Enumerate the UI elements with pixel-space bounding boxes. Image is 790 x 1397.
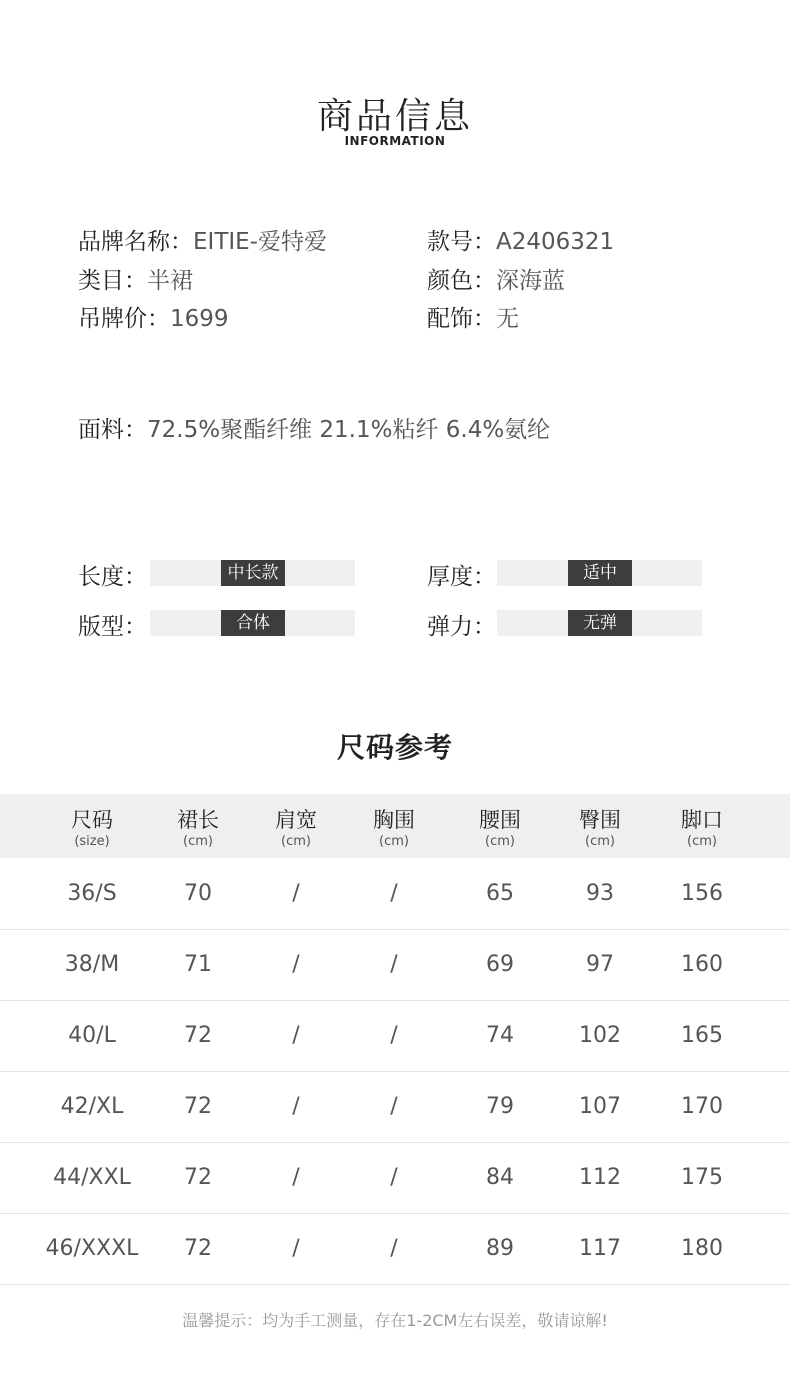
table-cell: 160 [681, 952, 723, 977]
table-cell: 165 [681, 1023, 723, 1048]
info-style-no [427, 223, 614, 256]
table-cell: 117 [579, 1236, 621, 1261]
fit-scale [150, 610, 355, 636]
col-name: 胸围 [373, 808, 415, 832]
col-unit: (cm) [379, 834, 409, 849]
table-cell: 44/XXL [53, 1165, 131, 1190]
table-cell: 102 [579, 1023, 621, 1048]
table-cell: / [292, 952, 300, 977]
col-unit: (cm) [183, 834, 213, 849]
elasticity-indicator: 无弹 [568, 610, 632, 636]
size-table-header [0, 794, 790, 858]
table-cell: 70 [184, 881, 212, 906]
info-color-label: 颜色： [427, 268, 496, 294]
table-cell: / [390, 1094, 398, 1119]
thickness-indicator: 适中 [568, 560, 632, 586]
fit-label: 版型： [78, 614, 147, 640]
table-cell: 89 [486, 1236, 514, 1261]
info-category-label: 类目： [78, 268, 147, 294]
table-cell: / [292, 1023, 300, 1048]
info-brand-label: 品牌名称： [78, 229, 193, 255]
table-cell: / [292, 1165, 300, 1190]
table-cell: 107 [579, 1094, 621, 1119]
thickness-scale [497, 560, 702, 586]
col-name: 臀围 [579, 808, 621, 832]
table-cell: 156 [681, 881, 723, 906]
table-row [0, 1214, 790, 1285]
table-row [0, 930, 790, 1001]
fabric-composition [78, 411, 550, 444]
col-size [32, 794, 152, 849]
table-cell: 112 [579, 1165, 621, 1190]
info-price-label: 吊牌价： [78, 306, 170, 332]
col-name: 肩宽 [275, 808, 317, 832]
info-accessory-value: 无 [496, 306, 519, 332]
table-cell: / [390, 881, 398, 906]
table-cell: / [292, 1094, 300, 1119]
table-cell: 69 [486, 952, 514, 977]
info-color [427, 262, 565, 295]
col-unit: (cm) [585, 834, 615, 849]
table-cell: 72 [184, 1165, 212, 1190]
table-row [0, 859, 790, 930]
table-cell: / [292, 1236, 300, 1261]
info-accessory [427, 300, 519, 333]
elasticity-scale [497, 610, 702, 636]
col-name: 尺码 [71, 808, 113, 832]
length-scale [150, 560, 355, 586]
elasticity-label: 弹力： [427, 614, 496, 640]
table-cell: 40/L [68, 1023, 116, 1048]
col-unit: (cm) [281, 834, 311, 849]
info-brand [78, 223, 327, 256]
info-category-value: 半裙 [147, 268, 193, 294]
table-cell: / [390, 1236, 398, 1261]
table-cell: 71 [184, 952, 212, 977]
page-title: 商品信息 [316, 96, 473, 137]
table-cell: 72 [184, 1023, 212, 1048]
table-row [0, 1143, 790, 1214]
fabric-label: 面料： [78, 417, 147, 443]
col-name: 腰围 [479, 808, 521, 832]
table-cell: / [390, 1165, 398, 1190]
col-name: 脚口 [681, 808, 723, 832]
fit-indicator: 合体 [221, 610, 285, 636]
table-cell: 180 [681, 1236, 723, 1261]
thickness-label: 厚度： [427, 564, 496, 590]
table-row [0, 1001, 790, 1072]
table-cell: 170 [681, 1094, 723, 1119]
info-price [78, 300, 229, 333]
table-cell: 93 [586, 881, 614, 906]
table-cell: 97 [586, 952, 614, 977]
col-hem [642, 794, 762, 849]
length-label: 长度： [78, 564, 147, 590]
table-cell: 42/XL [60, 1094, 124, 1119]
info-color-value: 深海蓝 [496, 268, 565, 294]
col-bust [334, 794, 454, 849]
size-chart-title: 尺码参考 [336, 731, 453, 764]
info-accessory-label: 配饰： [427, 306, 496, 332]
table-cell: 36/S [67, 881, 117, 906]
col-unit: (size) [74, 834, 110, 849]
col-unit: (cm) [687, 834, 717, 849]
table-cell: 74 [486, 1023, 514, 1048]
page-subtitle: INFORMATION [344, 134, 446, 148]
table-cell: 65 [486, 881, 514, 906]
table-cell: 72 [184, 1094, 212, 1119]
table-cell: 79 [486, 1094, 514, 1119]
col-name: 裙长 [177, 808, 219, 832]
fabric-value: 72.5%聚酯纤维 21.1%粘纤 6.4%氨纶 [147, 417, 551, 443]
table-cell: 38/M [64, 952, 120, 977]
info-style-no-value: A2406321 [496, 229, 615, 255]
table-cell: / [390, 952, 398, 977]
table-cell: 72 [184, 1236, 212, 1261]
info-category [78, 262, 193, 295]
col-unit: (cm) [485, 834, 515, 849]
table-cell: / [390, 1023, 398, 1048]
table-cell: / [292, 881, 300, 906]
length-indicator: 中长款 [221, 560, 285, 586]
info-brand-value: EITIE-爱特爱 [193, 229, 327, 255]
table-row [0, 1072, 790, 1143]
measurement-note: 温馨提示：均为手工测量，存在1-2CM左右误差，敬请谅解! [182, 1311, 608, 1330]
info-price-value: 1699 [170, 306, 229, 332]
table-cell: 46/XXXL [45, 1236, 139, 1261]
info-style-no-label: 款号： [427, 229, 496, 255]
table-cell: 84 [486, 1165, 514, 1190]
table-cell: 175 [681, 1165, 723, 1190]
